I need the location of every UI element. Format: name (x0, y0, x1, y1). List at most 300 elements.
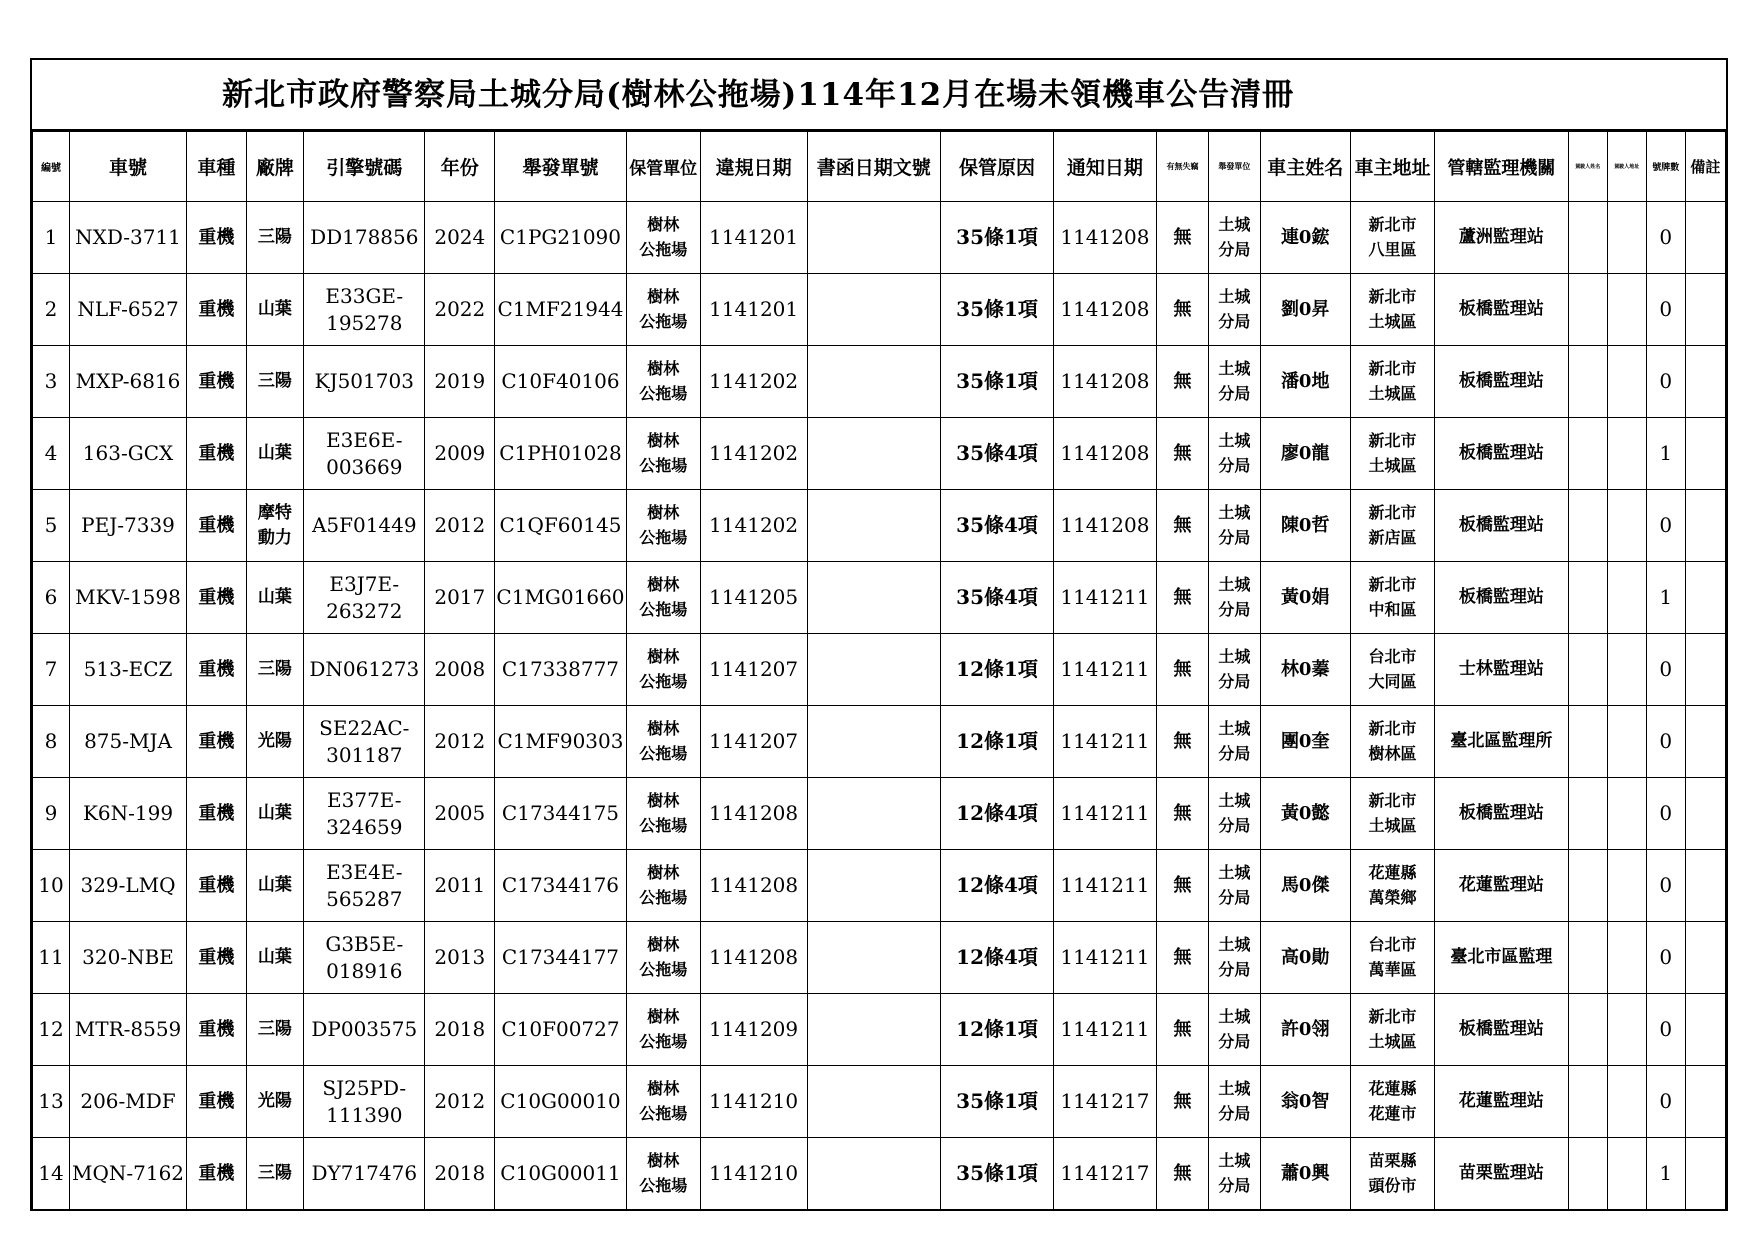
cell-owner: 黃0娟 (1260, 562, 1350, 634)
cell-notice: 1141211 (1054, 994, 1157, 1066)
cell-owner: 林0蓁 (1260, 634, 1350, 706)
cell-driver-addr (1607, 922, 1646, 994)
cell-engine: DP003575 (304, 994, 425, 1066)
cell-ticket: C1QF60145 (495, 490, 626, 562)
cell-agency: 蘆洲監理站 (1435, 202, 1569, 274)
cell-brand: 光陽 (246, 706, 304, 778)
cell-address: 花蓮縣 花蓮市 (1350, 1066, 1434, 1138)
cell-issuer: 土城 分局 (1209, 634, 1260, 706)
header-remarks: 備註 (1685, 132, 1725, 202)
cell-plate: MQN-7162 (69, 1138, 186, 1211)
cell-address: 苗栗縣 頭份市 (1350, 1138, 1434, 1211)
cell-address: 新北市 土城區 (1350, 274, 1434, 346)
cell-custody: 樹林 公拖場 (626, 346, 700, 418)
cell-agency: 臺北區監理所 (1435, 706, 1569, 778)
table-row (33, 706, 1726, 778)
cell-engine: KJ501703 (304, 346, 425, 418)
cell-vdate: 1141209 (700, 994, 807, 1066)
header-ticket: 舉發單號 (495, 132, 626, 202)
cell-issuer: 土城 分局 (1209, 346, 1260, 418)
cell-brand: 山葉 (246, 562, 304, 634)
cell-agency: 花蓮監理站 (1435, 850, 1569, 922)
cell-plates: 0 (1646, 274, 1685, 346)
cell-plates: 0 (1646, 778, 1685, 850)
table-row (33, 202, 1726, 274)
cell-vdate: 1141208 (700, 922, 807, 994)
cell-plates: 0 (1646, 994, 1685, 1066)
cell-agency: 板橋監理站 (1435, 562, 1569, 634)
cell-plates: 1 (1646, 418, 1685, 490)
cell-vtype: 重機 (187, 490, 247, 562)
cell-agency: 花蓮監理站 (1435, 1066, 1569, 1138)
header-issuer: 舉發單位 (1209, 132, 1260, 202)
cell-vdate: 1141202 (700, 346, 807, 418)
header-reason: 保管原因 (941, 132, 1054, 202)
cell-lost: 無 (1156, 490, 1208, 562)
cell-lost: 無 (1156, 346, 1208, 418)
cell-vtype: 重機 (187, 418, 247, 490)
cell-driver-addr (1607, 778, 1646, 850)
cell-custody: 樹林 公拖場 (626, 274, 700, 346)
cell-address: 花蓮縣 萬榮鄉 (1350, 850, 1434, 922)
cell-driver-name (1568, 634, 1607, 706)
cell-agency: 苗栗監理站 (1435, 1138, 1569, 1211)
cell-reason: 35條4項 (941, 562, 1054, 634)
cell-engine: DY717476 (304, 1138, 425, 1211)
cell-no: 5 (33, 490, 70, 562)
cell-plates: 1 (1646, 562, 1685, 634)
cell-driver-addr (1607, 994, 1646, 1066)
cell-custody: 樹林 公拖場 (626, 778, 700, 850)
cell-vtype: 重機 (187, 1066, 247, 1138)
cell-plates: 0 (1646, 850, 1685, 922)
cell-notice: 1141208 (1054, 274, 1157, 346)
cell-owner: 連0鋐 (1260, 202, 1350, 274)
cell-custody: 樹林 公拖場 (626, 1138, 700, 1211)
cell-vtype: 重機 (187, 706, 247, 778)
cell-vtype: 重機 (187, 922, 247, 994)
cell-brand: 山葉 (246, 778, 304, 850)
cell-custody: 樹林 公拖場 (626, 706, 700, 778)
cell-remarks (1685, 202, 1725, 274)
cell-plates: 0 (1646, 346, 1685, 418)
table-header-row (33, 132, 1726, 202)
cell-remarks (1685, 490, 1725, 562)
cell-no: 1 (33, 202, 70, 274)
cell-plates: 0 (1646, 922, 1685, 994)
cell-plates: 1 (1646, 1138, 1685, 1211)
cell-driver-name (1568, 418, 1607, 490)
cell-brand: 三陽 (246, 202, 304, 274)
cell-notice: 1141211 (1054, 706, 1157, 778)
cell-address: 新北市 樹林區 (1350, 706, 1434, 778)
cell-address: 新北市 中和區 (1350, 562, 1434, 634)
cell-year: 2012 (425, 490, 495, 562)
cell-year: 2005 (425, 778, 495, 850)
cell-address: 新北市 土城區 (1350, 778, 1434, 850)
cell-reason: 35條1項 (941, 1138, 1054, 1211)
cell-driver-name (1568, 994, 1607, 1066)
cell-no: 8 (33, 706, 70, 778)
cell-vdate: 1141205 (700, 562, 807, 634)
cell-vtype: 重機 (187, 634, 247, 706)
cell-issuer: 土城 分局 (1209, 418, 1260, 490)
cell-lost: 無 (1156, 1138, 1208, 1211)
cell-custody: 樹林 公拖場 (626, 922, 700, 994)
cell-custody: 樹林 公拖場 (626, 418, 700, 490)
cell-ticket: C1MG01660 (495, 562, 626, 634)
cell-address: 新北市 新店區 (1350, 490, 1434, 562)
cell-letter (807, 418, 941, 490)
cell-custody: 樹林 公拖場 (626, 634, 700, 706)
cell-letter (807, 706, 941, 778)
cell-letter (807, 274, 941, 346)
cell-agency: 士林監理站 (1435, 634, 1569, 706)
cell-reason: 12條1項 (941, 634, 1054, 706)
cell-owner: 劉0昇 (1260, 274, 1350, 346)
cell-lost: 無 (1156, 850, 1208, 922)
cell-lost: 無 (1156, 778, 1208, 850)
cell-notice: 1141211 (1054, 850, 1157, 922)
cell-vtype: 重機 (187, 274, 247, 346)
cell-plates: 0 (1646, 1066, 1685, 1138)
cell-letter (807, 562, 941, 634)
cell-driver-addr (1607, 418, 1646, 490)
cell-driver-addr (1607, 1066, 1646, 1138)
cell-agency: 板橋監理站 (1435, 490, 1569, 562)
cell-driver-name (1568, 490, 1607, 562)
cell-custody: 樹林 公拖場 (626, 994, 700, 1066)
cell-engine: G3B5E- 018916 (304, 922, 425, 994)
cell-ticket: C17338777 (495, 634, 626, 706)
cell-brand: 山葉 (246, 418, 304, 490)
cell-driver-name (1568, 706, 1607, 778)
cell-engine: DD178856 (304, 202, 425, 274)
cell-plates: 0 (1646, 490, 1685, 562)
cell-issuer: 土城 分局 (1209, 994, 1260, 1066)
cell-agency: 板橋監理站 (1435, 346, 1569, 418)
cell-driver-addr (1607, 1138, 1646, 1211)
table-row (33, 418, 1726, 490)
cell-ticket: C10F00727 (495, 994, 626, 1066)
cell-issuer: 土城 分局 (1209, 706, 1260, 778)
cell-brand: 三陽 (246, 346, 304, 418)
cell-engine: E33GE- 195278 (304, 274, 425, 346)
table-row (33, 922, 1726, 994)
cell-address: 台北市 萬華區 (1350, 922, 1434, 994)
cell-remarks (1685, 850, 1725, 922)
cell-plate: K6N-199 (69, 778, 186, 850)
cell-owner: 廖0龍 (1260, 418, 1350, 490)
cell-year: 2017 (425, 562, 495, 634)
header-vdate: 違規日期 (700, 132, 807, 202)
cell-vdate: 1141201 (700, 274, 807, 346)
cell-vtype: 重機 (187, 562, 247, 634)
header-owner: 車主姓名 (1260, 132, 1350, 202)
table-row (33, 1138, 1726, 1211)
cell-driver-name (1568, 274, 1607, 346)
cell-letter (807, 634, 941, 706)
cell-issuer: 土城 分局 (1209, 274, 1260, 346)
header-plates: 號牌數 (1646, 132, 1685, 202)
cell-engine: E377E- 324659 (304, 778, 425, 850)
cell-lost: 無 (1156, 562, 1208, 634)
cell-custody: 樹林 公拖場 (626, 562, 700, 634)
cell-engine: SJ25PD- 111390 (304, 1066, 425, 1138)
cell-issuer: 土城 分局 (1209, 778, 1260, 850)
cell-reason: 12條4項 (941, 778, 1054, 850)
table-row (33, 274, 1726, 346)
cell-custody: 樹林 公拖場 (626, 1066, 700, 1138)
cell-reason: 35條1項 (941, 1066, 1054, 1138)
cell-agency: 板橋監理站 (1435, 778, 1569, 850)
cell-remarks (1685, 346, 1725, 418)
header-custody: 保管單位 (626, 132, 700, 202)
cell-owner: 團0奎 (1260, 706, 1350, 778)
cell-driver-name (1568, 850, 1607, 922)
cell-reason: 35條1項 (941, 202, 1054, 274)
cell-plate: 513-ECZ (69, 634, 186, 706)
cell-vtype: 重機 (187, 994, 247, 1066)
cell-plate: 320-NBE (69, 922, 186, 994)
cell-no: 2 (33, 274, 70, 346)
cell-remarks (1685, 994, 1725, 1066)
cell-issuer: 土城 分局 (1209, 1138, 1260, 1211)
cell-custody: 樹林 公拖場 (626, 202, 700, 274)
cell-ticket: C10G00011 (495, 1138, 626, 1211)
cell-notice: 1141208 (1054, 490, 1157, 562)
table-row (33, 1066, 1726, 1138)
cell-remarks (1685, 706, 1725, 778)
table-row (33, 778, 1726, 850)
page-title: 新北市政府警察局土城分局(樹林公拖場)114年12月在場未領機車公告清冊 (32, 60, 1726, 131)
cell-issuer: 土城 分局 (1209, 562, 1260, 634)
cell-vdate: 1141210 (700, 1066, 807, 1138)
cell-brand: 三陽 (246, 994, 304, 1066)
cell-notice: 1141208 (1054, 346, 1157, 418)
cell-issuer: 土城 分局 (1209, 922, 1260, 994)
cell-year: 2012 (425, 1066, 495, 1138)
cell-agency: 臺北市區監理 (1435, 922, 1569, 994)
cell-plates: 0 (1646, 706, 1685, 778)
cell-vtype: 重機 (187, 850, 247, 922)
cell-year: 2011 (425, 850, 495, 922)
header-agency: 管轄監理機關 (1435, 132, 1569, 202)
cell-reason: 12條1項 (941, 706, 1054, 778)
header-engine: 引擎號碼 (304, 132, 425, 202)
cell-remarks (1685, 1066, 1725, 1138)
cell-plate: 206-MDF (69, 1066, 186, 1138)
cell-notice: 1141211 (1054, 562, 1157, 634)
cell-plate: MTR-8559 (69, 994, 186, 1066)
cell-vdate: 1141210 (700, 1138, 807, 1211)
cell-letter (807, 346, 941, 418)
cell-driver-name (1568, 1138, 1607, 1211)
cell-plate: 163-GCX (69, 418, 186, 490)
cell-owner: 高0勛 (1260, 922, 1350, 994)
cell-plate: NXD-3711 (69, 202, 186, 274)
cell-remarks (1685, 922, 1725, 994)
cell-driver-addr (1607, 850, 1646, 922)
header-year: 年份 (425, 132, 495, 202)
cell-driver-addr (1607, 202, 1646, 274)
cell-engine: DN061273 (304, 634, 425, 706)
cell-engine: E3J7E- 263272 (304, 562, 425, 634)
header-lost: 有無失竊 (1156, 132, 1208, 202)
cell-reason: 35條4項 (941, 418, 1054, 490)
cell-driver-name (1568, 562, 1607, 634)
cell-year: 2024 (425, 202, 495, 274)
table-row (33, 346, 1726, 418)
cell-plate: NLF-6527 (69, 274, 186, 346)
cell-notice: 1141211 (1054, 922, 1157, 994)
cell-driver-addr (1607, 490, 1646, 562)
header-notice: 通知日期 (1054, 132, 1157, 202)
cell-vdate: 1141207 (700, 706, 807, 778)
cell-letter (807, 490, 941, 562)
cell-remarks (1685, 634, 1725, 706)
table-row (33, 490, 1726, 562)
cell-agency: 板橋監理站 (1435, 994, 1569, 1066)
table-row (33, 994, 1726, 1066)
header-brand: 廠牌 (246, 132, 304, 202)
cell-no: 10 (33, 850, 70, 922)
cell-reason: 12條4項 (941, 922, 1054, 994)
cell-agency: 板橋監理站 (1435, 418, 1569, 490)
cell-lost: 無 (1156, 706, 1208, 778)
cell-driver-name (1568, 346, 1607, 418)
cell-owner: 潘0地 (1260, 346, 1350, 418)
cell-notice: 1141208 (1054, 202, 1157, 274)
cell-year: 2012 (425, 706, 495, 778)
cell-ticket: C10G00010 (495, 1066, 626, 1138)
cell-vtype: 重機 (187, 1138, 247, 1211)
cell-vdate: 1141201 (700, 202, 807, 274)
cell-reason: 35條1項 (941, 346, 1054, 418)
cell-no: 4 (33, 418, 70, 490)
cell-owner: 許0翎 (1260, 994, 1350, 1066)
cell-driver-name (1568, 202, 1607, 274)
cell-reason: 12條4項 (941, 850, 1054, 922)
cell-issuer: 土城 分局 (1209, 490, 1260, 562)
cell-no: 9 (33, 778, 70, 850)
table-row (33, 850, 1726, 922)
cell-plate: MKV-1598 (69, 562, 186, 634)
cell-lost: 無 (1156, 922, 1208, 994)
header-address: 車主地址 (1350, 132, 1434, 202)
cell-brand: 三陽 (246, 1138, 304, 1211)
cell-driver-name (1568, 922, 1607, 994)
cell-reason: 12條1項 (941, 994, 1054, 1066)
cell-year: 2013 (425, 922, 495, 994)
cell-letter (807, 994, 941, 1066)
cell-vdate: 1141202 (700, 418, 807, 490)
cell-notice: 1141211 (1054, 634, 1157, 706)
cell-lost: 無 (1156, 418, 1208, 490)
cell-brand: 山葉 (246, 274, 304, 346)
cell-notice: 1141217 (1054, 1138, 1157, 1211)
cell-brand: 山葉 (246, 850, 304, 922)
cell-plates: 0 (1646, 202, 1685, 274)
cell-no: 13 (33, 1066, 70, 1138)
cell-driver-addr (1607, 562, 1646, 634)
cell-driver-name (1568, 1066, 1607, 1138)
cell-address: 新北市 八里區 (1350, 202, 1434, 274)
cell-no: 3 (33, 346, 70, 418)
cell-ticket: C10F40106 (495, 346, 626, 418)
cell-no: 7 (33, 634, 70, 706)
cell-remarks (1685, 562, 1725, 634)
cell-brand: 摩特 動力 (246, 490, 304, 562)
cell-no: 14 (33, 1138, 70, 1211)
cell-custody: 樹林 公拖場 (626, 850, 700, 922)
cell-lost: 無 (1156, 202, 1208, 274)
cell-plate: MXP-6816 (69, 346, 186, 418)
cell-remarks (1685, 1138, 1725, 1211)
table-row (33, 634, 1726, 706)
cell-driver-addr (1607, 634, 1646, 706)
cell-engine: SE22AC- 301187 (304, 706, 425, 778)
cell-ticket: C17344175 (495, 778, 626, 850)
cell-year: 2018 (425, 994, 495, 1066)
cell-custody: 樹林 公拖場 (626, 490, 700, 562)
cell-vdate: 1141202 (700, 490, 807, 562)
notice-document (30, 58, 1728, 1211)
cell-no: 12 (33, 994, 70, 1066)
cell-driver-addr (1607, 346, 1646, 418)
cell-letter (807, 1138, 941, 1211)
cell-no: 11 (33, 922, 70, 994)
header-vtype: 車種 (187, 132, 247, 202)
cell-notice: 1141208 (1054, 418, 1157, 490)
cell-ticket: C17344176 (495, 850, 626, 922)
cell-notice: 1141217 (1054, 1066, 1157, 1138)
cell-notice: 1141211 (1054, 778, 1157, 850)
header-no: 編號 (33, 132, 70, 202)
cell-year: 2009 (425, 418, 495, 490)
cell-vdate: 1141207 (700, 634, 807, 706)
cell-owner: 蕭0興 (1260, 1138, 1350, 1211)
cell-address: 台北市 大同區 (1350, 634, 1434, 706)
cell-engine: A5F01449 (304, 490, 425, 562)
cell-letter (807, 778, 941, 850)
cell-letter (807, 922, 941, 994)
cell-lost: 無 (1156, 1066, 1208, 1138)
cell-plate: 875-MJA (69, 706, 186, 778)
cell-agency: 板橋監理站 (1435, 274, 1569, 346)
cell-owner: 馬0傑 (1260, 850, 1350, 922)
cell-letter (807, 202, 941, 274)
header-plate: 車號 (69, 132, 186, 202)
cell-vdate: 1141208 (700, 850, 807, 922)
cell-lost: 無 (1156, 994, 1208, 1066)
cell-ticket: C1MF90303 (495, 706, 626, 778)
cell-address: 新北市 土城區 (1350, 994, 1434, 1066)
cell-letter (807, 850, 941, 922)
cell-plates: 0 (1646, 634, 1685, 706)
cell-engine: E3E4E- 565287 (304, 850, 425, 922)
header-driver-name: 駕駛人姓名 (1568, 132, 1607, 202)
cell-brand: 三陽 (246, 634, 304, 706)
cell-engine: E3E6E- 003669 (304, 418, 425, 490)
cell-plate: PEJ-7339 (69, 490, 186, 562)
cell-ticket: C1MF21944 (495, 274, 626, 346)
cell-year: 2022 (425, 274, 495, 346)
cell-vtype: 重機 (187, 202, 247, 274)
cell-owner: 陳0哲 (1260, 490, 1350, 562)
table-row (33, 562, 1726, 634)
cell-year: 2008 (425, 634, 495, 706)
